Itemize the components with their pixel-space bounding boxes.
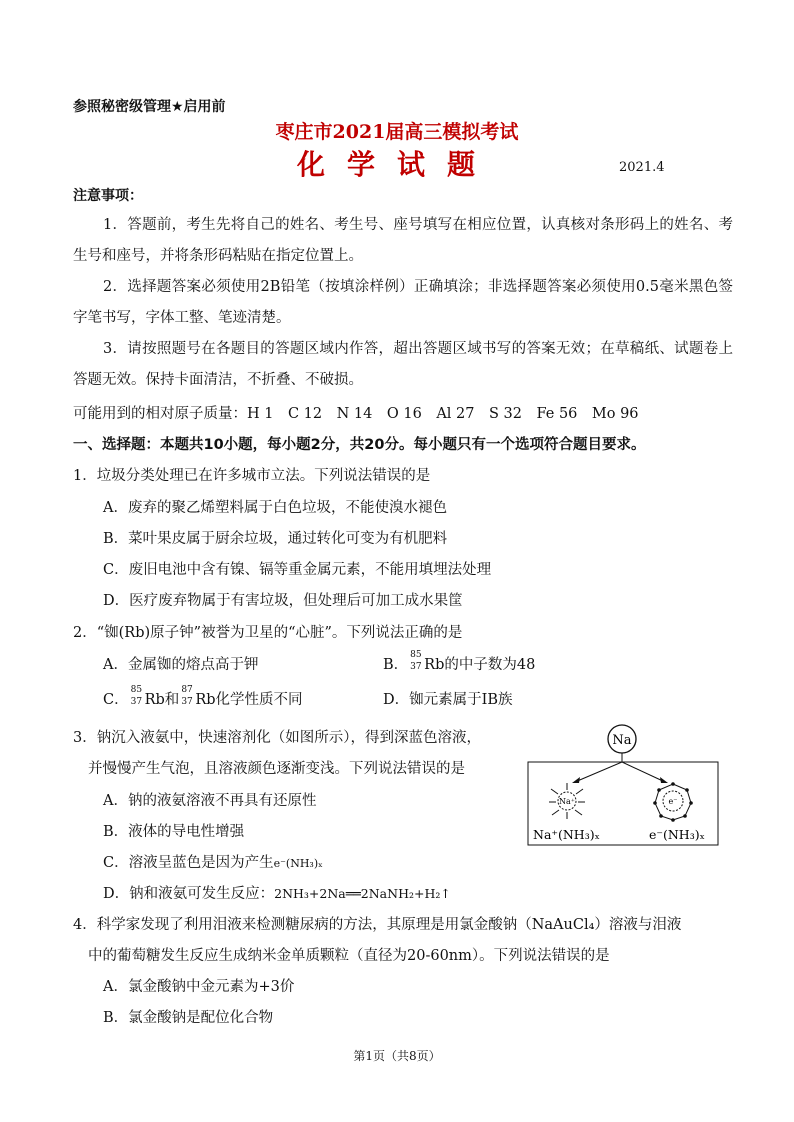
- notice-heading: 注意事项：: [73, 188, 143, 204]
- page-footer: 第1页（共8页）: [353, 1049, 441, 1063]
- q2-option-d: D．铷元素属于ⅠB族: [383, 692, 513, 708]
- q1-option-d: D．医疗废弃物属于有害垃圾，但处理后可加工成水果筐: [103, 593, 463, 609]
- exam-title: 枣庄市2021届高三模拟考试: [275, 121, 519, 143]
- q1-option-a: A．废弃的聚乙烯塑料属于白色垃圾，不能使溴水褪色: [103, 500, 447, 516]
- q1-option-b: B．菜叶果皮属于厨余垃圾，通过转化可变为有机肥料: [103, 531, 448, 547]
- rb85-isotope: 85 37: [410, 650, 422, 672]
- q3-option-a: A．钠的液氨溶液不再具有还原性: [103, 793, 317, 809]
- q2-option-b-text: Rb的中子数为48: [424, 657, 536, 673]
- na-ammine-caption: Na⁺(NH₃)ₓ: [533, 827, 600, 842]
- subject-title: 化学试题: [296, 148, 497, 181]
- q3-option-d-equation: 2NH₃+2Na══2NaNH₂+H₂↑: [274, 886, 451, 901]
- q4-option-b: B．氯金酸钠是配位化合物: [103, 1010, 274, 1026]
- q2-option-c: [103, 685, 303, 709]
- q3-option-d: [103, 882, 451, 903]
- q3-stem-1: 3．钠沉入液氨中，快速溶剂化（如图所示），得到深蓝色溶液，: [73, 730, 481, 746]
- q3-option-c: [103, 851, 323, 872]
- q2-option-c-label: C．: [103, 692, 129, 708]
- q3-option-d-text: D．钠和液氨可发生反应：: [103, 886, 275, 902]
- q3-option-c-text: C．溶液呈蓝色是因为产生: [103, 855, 274, 871]
- q4-stem-1: 4．科学家发现了利用泪液来检测糖尿病的方法，其原理是用氯金酸钠（NaAuCl₄）溶液与泪液: [73, 917, 682, 933]
- exam-date: 2021.4: [619, 160, 665, 175]
- electron-ammine-caption: e⁻(NH₃)ₓ: [649, 827, 705, 842]
- solvation-diagram: [525, 722, 725, 854]
- q1-option-c: C．废旧电池中含有镍、镉等重金属元素，不能用填埋法处理: [103, 562, 492, 578]
- q2-option-b-label: B．: [383, 657, 409, 673]
- atomic-masses: 可能用到的相对原子质量：H 1 C 12 N 14 O 16 Al 27 S 32 Fe 56 Mo 96: [73, 406, 639, 422]
- notice-item-1: 1．答题前，考生先将自己的姓名、考生号、座号填写在相应位置，认真核对条形码上的姓名、考生号和座号，并将条形码粘贴在指定位置上。: [73, 217, 733, 264]
- notice-item-3: 3．请按照题号在各题目的答题区域内作答，超出答题区域书写的答案无效；在草稿纸、试题卷上答题无效。保持卡面清洁，不折叠、不破损。: [73, 341, 733, 388]
- q2-option-c-text: Rb化学性质不同: [195, 692, 303, 708]
- section-heading: 一、选择题：本题共10小题，每小题2分，共20分。每小题只有一个选项符合题目要求。: [73, 437, 646, 453]
- q3-stem-2: 并慢慢产生气泡，且溶液颜色逐渐变浅。下列说法错误的是: [88, 761, 465, 777]
- q1-stem: 1．垃圾分类处理已在许多城市立法。下列说法错误的是: [73, 468, 431, 484]
- svg-text:e⁻: e⁻: [668, 797, 678, 806]
- q4-stem-2: 中的葡萄糖发生反应生成纳米金单质颗粒（直径为20-60nm）。下列说法错误的是: [88, 948, 610, 964]
- q4-option-a: A．氯金酸钠中金元素为+3价: [103, 979, 295, 995]
- q3-option-c-formula: e⁻(NH₃)ₓ: [273, 857, 323, 870]
- q2-option-a: A．金属铷的熔点高于钾: [103, 657, 259, 673]
- rb85-isotope: 85 37: [130, 685, 143, 707]
- rb87-isotope: 87 37: [181, 685, 193, 707]
- q2-stem: 2．“铷(Rb)原子钟”被誉为卫星的“心脏”。下列说法正确的是: [73, 625, 463, 641]
- notice-item-2: 2．选择题答案必须使用2B铅笔（按填涂样例）正确填涂；非选择题答案必须使用0.5毫米黑色签字笔书写，字体工整、笔迹清楚。: [73, 279, 733, 326]
- q2-option-b: [383, 650, 536, 674]
- q2-option-c-mid: Rb和: [144, 692, 180, 708]
- na-atom-label: Na: [612, 733, 632, 748]
- svg-text:Na⁺: Na⁺: [559, 797, 575, 806]
- confidentiality-label: 参照秘密级管理★启用前: [73, 99, 226, 115]
- q3-option-b: B．液体的导电性增强: [103, 824, 245, 840]
